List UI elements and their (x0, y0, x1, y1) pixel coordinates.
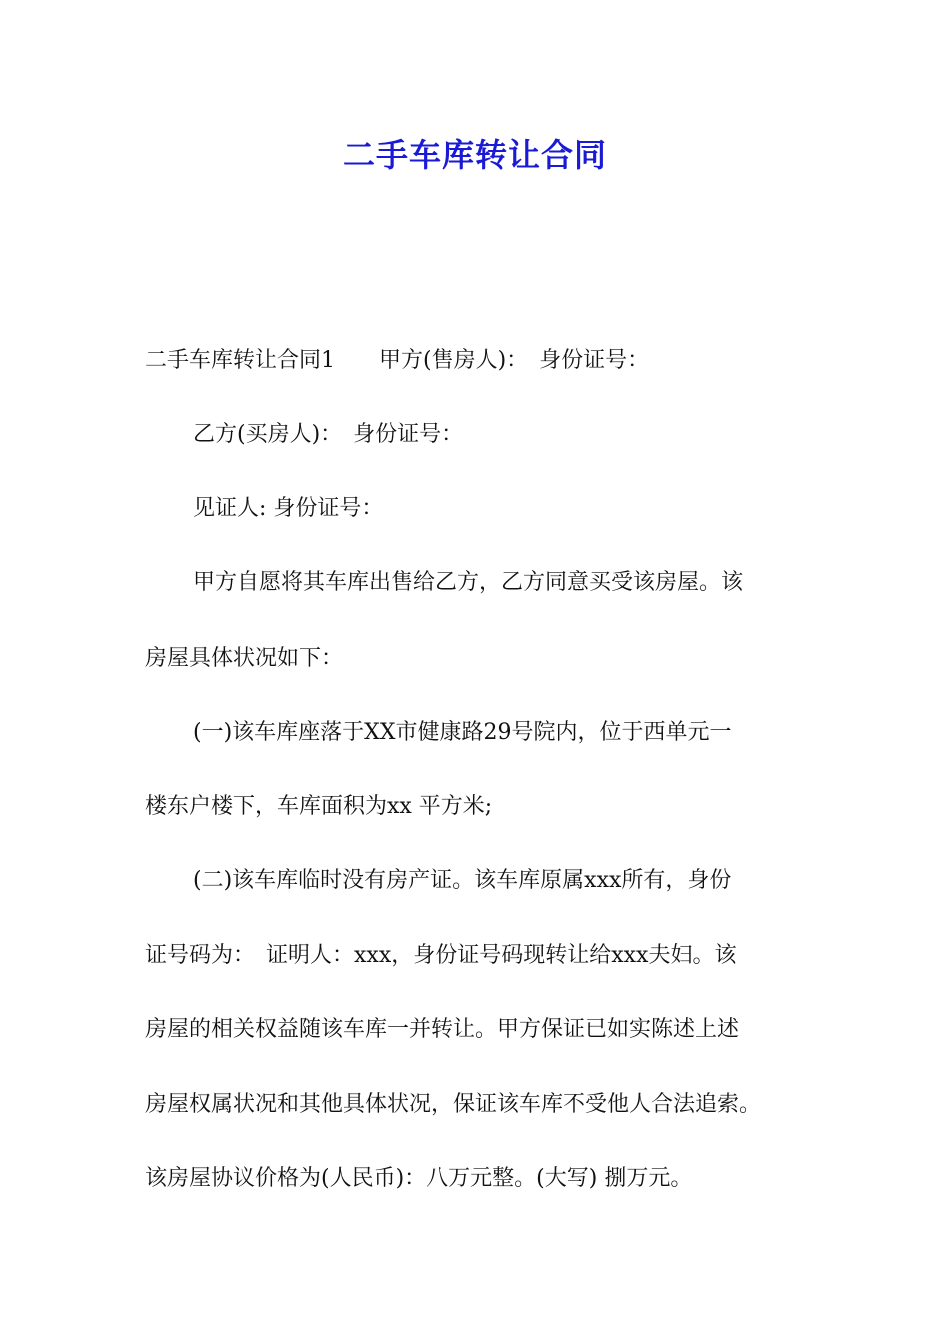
text-line: (二)该车库临时没有房产证。该车库原属xxx所有，身份 (193, 868, 732, 893)
text-line: 房屋具体状况如下： (145, 646, 344, 671)
text-line: (一)该车库座落于XX市健康路29号院内，位于西单元一 (193, 720, 732, 745)
document-title: 二手车库转让合同 (342, 136, 607, 174)
text-line: 房屋的相关权益随该车库一并转让。甲方保证已如实陈述上述 (145, 1017, 740, 1042)
text-line: 房屋权属状况和其他具体状况，保证该车库不受他人合法追索。 (145, 1092, 762, 1117)
text-line: 该房屋协议价格为(人民币)：八万元整。(大写) 捌万元。 (145, 1166, 693, 1191)
text-line: 证号码为： 证明人：xxx，身份证号码现转让给xxx夫妇。该 (145, 943, 737, 968)
text-line: 楼东户楼下，车库面积为xx 平方米; (145, 794, 493, 819)
text-line: 乙方(买房人)： 身份证号： (193, 422, 464, 447)
text-line: 见证人: 身份证号： (193, 496, 384, 521)
text-line: 甲方自愿将其车库出售给乙方，乙方同意买受该房屋。该 (193, 570, 744, 595)
text-line: 二手车库转让合同1 甲方(售房人)： 身份证号： (145, 348, 650, 373)
